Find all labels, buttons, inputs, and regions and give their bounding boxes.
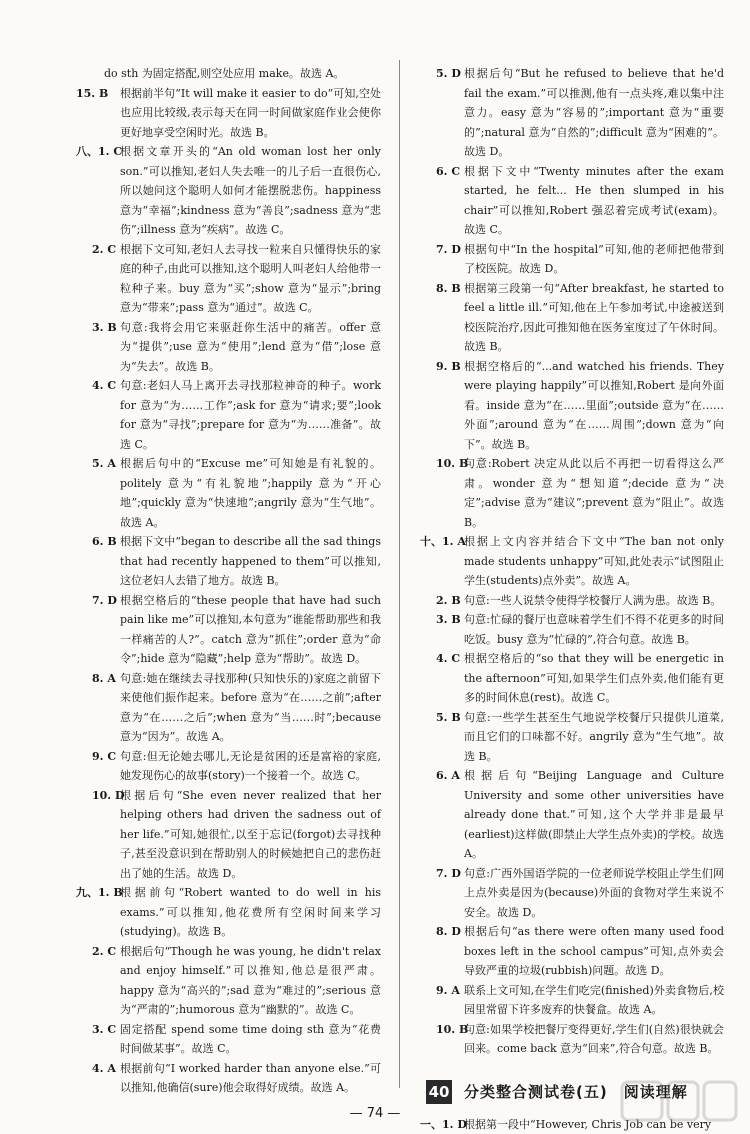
answer-text: 句意:一些人说禁令使得学校餐厅人满为患。故选 B。 xyxy=(464,591,724,611)
answer-item xyxy=(420,357,724,455)
answer-text: 根据前句“I worked harder than anyone else.”可以推知,他确信(sure)他会取得好成绩。故选 A。 xyxy=(120,1059,381,1098)
question-number: 8. A xyxy=(92,669,116,689)
left-column xyxy=(76,64,381,1098)
answer-text: 根据前半句“It will make it easier to do”可知,空处也应用比较级,表示每天在同一时间做家庭作业会使你更好地享受空闲时光。故选 B。 xyxy=(120,84,381,143)
question-number: 2. C xyxy=(92,240,116,260)
answer-text: 句意:如果学校把餐厅变得更好,学生们(自然)很快就会回来。come back 意为“回来”,符合句意。故选 B。 xyxy=(464,1020,724,1059)
question-number: 3. B xyxy=(92,318,117,338)
question-number: 7. D xyxy=(436,864,461,884)
answer-item xyxy=(76,376,381,454)
answer-text: 根据文章开头的“An old woman lost her only son.”可以推知,老妇人失去唯一的儿子后一直很伤心,所以她问这个聪明人如何才能摆脱悲伤。happiness 意为“幸福”;kindness 意为“善良”;sadness 意为“悲伤”;illness 意为“疾病”。故选 C。 xyxy=(120,142,381,240)
answer-item xyxy=(420,610,724,649)
answer-item xyxy=(76,747,381,786)
answer-item xyxy=(76,591,381,669)
answer-text: 根据后句中的“Excuse me”可知她是有礼貌的。politely 意为“有礼貌地”;happily 意为“开心地”;quickly 意为“快速地”;angrily 意为“生气地”。故选 A。 xyxy=(120,454,381,532)
question-number: 5. B xyxy=(436,708,461,728)
answer-item xyxy=(420,922,724,981)
right-column xyxy=(420,64,724,1134)
answer-item xyxy=(76,942,381,1020)
answer-item xyxy=(76,786,381,884)
question-number: 3. B xyxy=(436,610,461,630)
answer-item xyxy=(76,883,381,942)
question-number: 一、1. D xyxy=(420,1115,467,1134)
answer-text: do sth 为固定搭配,则空处应用 make。故选 A。 xyxy=(104,64,381,84)
question-number: 4. C xyxy=(436,649,460,669)
answer-text: 句意:我将会用它来驱赶你生活中的痛苦。offer 意为“提供”;use 意为“使用”;lend 意为“借”;lose 意为“失去”。故选 B。 xyxy=(120,318,381,377)
answer-text: 句意:忙碌的餐厅也意味着学生们不得不花更多的时间吃饭。busy 意为“忙碌的”,符合句意。故选 B。 xyxy=(464,610,724,649)
question-number: 10. D xyxy=(92,786,125,806)
answer-text: 根据下文中“began to describe all the sad things that had recently happened to them”可以推知,这位老妇人去错了地方。故选 B。 xyxy=(120,532,381,591)
question-number: 3. C xyxy=(92,1020,116,1040)
answer-item xyxy=(420,591,724,611)
section-title: 分类整合测试卷(五) 阅读理解 xyxy=(464,1081,688,1102)
page-number-value: 74 xyxy=(367,1106,384,1121)
answer-item xyxy=(420,1020,724,1059)
question-number: 10. B xyxy=(436,1020,468,1040)
answer-text: 根据下文可知,老妇人去寻找一粒来自只懂得快乐的家庭的种子,由此可以推知,这个聪明人叫老妇人给他带一粒种子来。buy 意为“买”;show 意为“显示”;bring 意为“带来”;pass 意为“通过”。故选 C。 xyxy=(120,240,381,318)
answer-text: 句意:一些学生甚至生气地说学校餐厅只提供儿道菜,而且它们的口味都不好。angrily 意为“生气地”。故选 B。 xyxy=(464,708,724,767)
question-number: 7. D xyxy=(436,240,461,260)
question-number: 4. C xyxy=(92,376,116,396)
answer-text: 根据前句“Robert wanted to do well in his exams.”可以推知,他花费所有空闲时间来学习(studying)。故选 B。 xyxy=(120,883,381,942)
answer-text: 根据下文中“Twenty minutes after the exam started, he felt... He then slumped in his chair”可以推知,Robert 强忍着完成考试(exam)。故选 C。 xyxy=(464,162,724,240)
section-number-badge: 40 xyxy=(426,1080,452,1104)
answer-text: 根据空格后的“these people that have had such pain like me”可以推知,本句意为“谁能帮助那些和我一样痛苦的人?”。catch 意为“抓住”;order 意为“命令”;hide 意为“隐藏”;help 意为“帮助”。故选 D。 xyxy=(120,591,381,669)
column-divider xyxy=(399,60,400,1088)
answer-item xyxy=(76,84,381,143)
answer-text: 根据后句“Beijing Language and Culture University and some other universities have already done that.”可知,这个大学并非是最早(earliest)这样做(即禁止大学生点外卖)的学校。故选 A。 xyxy=(464,766,724,864)
question-number: 6. C xyxy=(436,162,460,182)
answer-text: 固定搭配 spend some time doing sth 意为“花费时间做某事”。故选 C。 xyxy=(120,1020,381,1059)
question-number: 5. A xyxy=(92,454,116,474)
answer-text: 句意:她在继续去寻找那种(只知快乐的)家庭之前留下来使他们振作起来。before 意为“在……之前”;after 意为“在……之后”;when 意为“当……时”;because 意为“因为”。故选 A。 xyxy=(120,669,381,747)
answer-item xyxy=(420,649,724,708)
answer-text: 根据空格后的“...and watched his friends. They were playing happily”可以推知,Robert 是向外面看。inside 意为“在……里面”;outside 意为“在……外面”;around 意为“在……周围”;down 意为“向下”。故选 B。 xyxy=(464,357,724,455)
question-number: 6. B xyxy=(92,532,117,552)
answer-item xyxy=(76,64,381,84)
answer-text: 联系上文可知,在学生们吃完(finished)外卖食物后,校园里常留下许多废弃的快餐盒。故选 A。 xyxy=(464,981,724,1020)
answer-item xyxy=(420,454,724,532)
answer-text: 根据第一段中“However, Chris Job can be very xyxy=(464,1115,724,1134)
question-number: 十、1. A xyxy=(420,532,466,552)
answer-item xyxy=(420,162,724,240)
question-number: 6. A xyxy=(436,766,460,786)
answer-text: 句意:广西外国语学院的一位老师说学校阻止学生们网上点外卖是因为(because)外面的食物对学生来说不安全。故选 D。 xyxy=(464,864,724,923)
answer-item xyxy=(76,142,381,240)
answer-item xyxy=(420,864,724,923)
answer-item xyxy=(420,981,724,1020)
question-number: 八、1. C xyxy=(76,142,122,162)
answer-item xyxy=(420,532,724,591)
answer-item xyxy=(420,240,724,279)
right-answer-list xyxy=(420,64,724,1059)
question-number: 10. B xyxy=(436,454,468,474)
answer-text: 根据后句“as there were often many used food boxes left in the school campus”可知,点外卖会导致严重的垃圾(rubbish)问题。故选 D。 xyxy=(464,922,724,981)
answer-item xyxy=(76,1020,381,1059)
question-number: 2. C xyxy=(92,942,116,962)
answer-text: 根据第三段第一句“After breakfast, he started to feel a little ill.”可知,他在上午参加考试,中途被送到校医院治疗,因此可推知他在医务室度过了午休时间。故选 B。 xyxy=(464,279,724,357)
answer-text: 句意:老妇人马上离开去寻找那粒神奇的种子。work for 意为“为……工作”;ask for 意为“请求;要”;look for 意为“寻找”;prepare for 意为“为……准备”。故选 C。 xyxy=(120,376,381,454)
answer-item xyxy=(76,1059,381,1098)
answer-text: 根据空格后的“so that they will be energetic in the afternoon”可知,如果学生们点外卖,他们能有更多的时间休息(rest)。故选 C。 xyxy=(464,649,724,708)
question-number: 8. D xyxy=(436,922,461,942)
answer-item xyxy=(420,64,724,162)
question-number: 9. A xyxy=(436,981,460,1001)
page-number: — 74 — xyxy=(0,1106,750,1121)
answer-item xyxy=(76,454,381,532)
answer-text: 根据上文内容并结合下文中“The ban not only made students unhappy”可知,此处表示“试图阻止学生(students)点外卖”。故选 A。 xyxy=(464,532,724,591)
question-number: 5. D xyxy=(436,64,461,84)
answer-item xyxy=(76,240,381,318)
answer-item xyxy=(76,669,381,747)
question-number: 2. B xyxy=(436,591,461,611)
answer-item xyxy=(420,279,724,357)
question-number: 8. B xyxy=(436,279,461,299)
answer-item xyxy=(76,318,381,377)
answer-text: 根据后句“But he refused to believe that he'd fail the exam.”可以推测,他有一点头疼,难以集中注意力。easy 意为“容易的”;important 意为“重要的”;natural 意为“自然的”;difficult 意为“困难的”。故选 D。 xyxy=(464,64,724,162)
watermark-logo xyxy=(620,1078,738,1124)
answer-text: 句意:Robert 决定从此以后不再把一切看得这么严肃。wonder 意为“想知道”;decide 意为“决定”;advise 意为“建议”;prevent 意为“阻止”。故选 B。 xyxy=(464,454,724,532)
answer-text: 句意:但无论她去哪儿,无论是贫困的还是富裕的家庭,她发现伤心的故事(story)一个接着一个。故选 C。 xyxy=(120,747,381,786)
question-number: 15. B xyxy=(76,84,108,104)
answer-item xyxy=(420,766,724,864)
question-number: 9. B xyxy=(436,357,461,377)
answer-item xyxy=(76,532,381,591)
answer-item xyxy=(420,708,724,767)
question-number: 九、1. B xyxy=(76,883,123,903)
question-number: 4. A xyxy=(92,1059,116,1079)
question-number: 7. D xyxy=(92,591,117,611)
answer-text: 根据后句“She even never realized that her helping others had driven the sadness out of her life.”可知,她很忙,以至于忘记(forgot)去寻找种子,甚至没意识到在帮助别人的时候她把自己的悲伤赶出了她的生活。故选 D。 xyxy=(120,786,381,884)
answer-text: 根据后句“Though he was young, he didn't relax and enjoy himself.”可以推知,他总是很严肃。happy 意为“高兴的”;sad 意为“难过的”;serious 意为“严肃的”;humorous 意为“幽默的”。故选 C。 xyxy=(120,942,381,1020)
answer-text: 根据句中“In the hospital”可知,他的老师把他带到了校医院。故选 D。 xyxy=(464,240,724,279)
question-number: 9. C xyxy=(92,747,116,767)
